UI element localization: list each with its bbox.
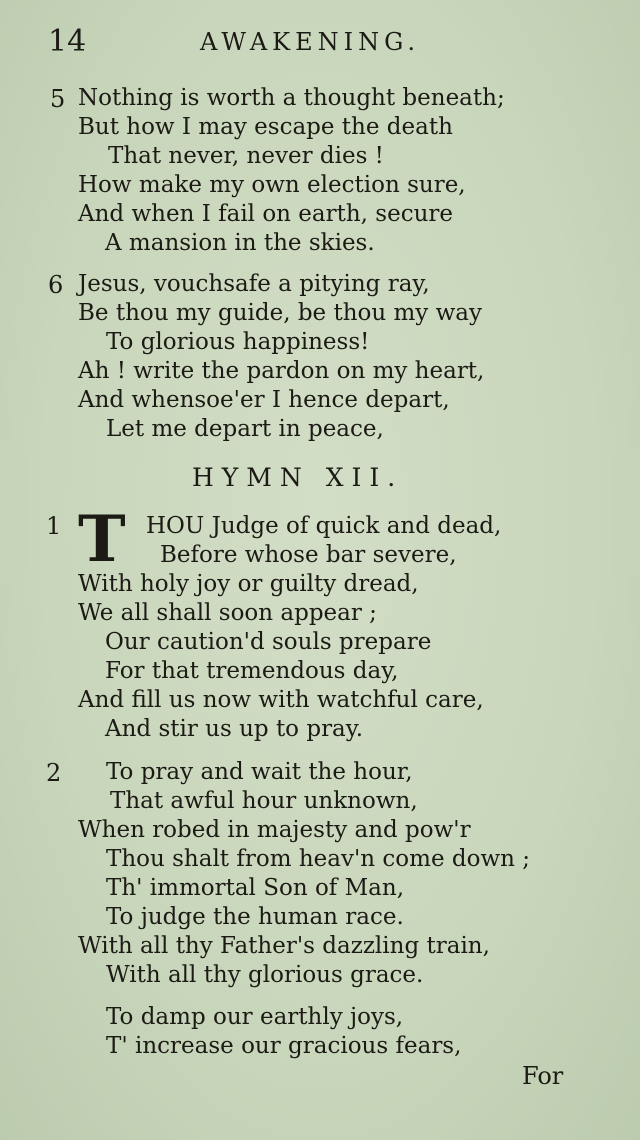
verse-line: We all shall soon appear ;: [78, 600, 377, 626]
verse-line: That never, never dies !: [108, 143, 384, 169]
verse-line: HOU Judge of quick and dead,: [146, 513, 502, 539]
verse-line: Be thou my guide, be thou my way: [78, 300, 482, 326]
verse-line: Nothing is worth a thought beneath;: [78, 85, 505, 111]
verse-line: With all thy Father's dazzling train,: [78, 933, 490, 959]
verse-line: But how I may escape the death: [78, 114, 453, 140]
verse-line: And stir us up to pray.: [105, 716, 364, 742]
drop-cap: T: [78, 502, 126, 577]
stanza-number: 5: [50, 85, 66, 113]
page-number: 14: [48, 24, 87, 59]
stanza-number: 1: [46, 512, 62, 540]
verse-line: To judge the human race.: [106, 904, 404, 930]
running-head: AWAKENING.: [200, 28, 421, 56]
verse-line: With holy joy or guilty dread,: [78, 571, 419, 597]
verse-line: With all thy glorious grace.: [106, 962, 424, 988]
verse-line: Thou shalt from heav'n come down ;: [106, 846, 531, 872]
verse-line: How make my own election sure,: [78, 172, 466, 198]
verse-line: Let me depart in peace,: [106, 416, 384, 442]
verse-line: Th' immortal Son of Man,: [106, 875, 405, 901]
verse-line: And whensoe'er I hence depart,: [78, 387, 450, 413]
stanza-number: 2: [46, 759, 62, 787]
verse-line: To pray and wait the hour,: [106, 759, 413, 785]
verse-line: A mansion in the skies.: [105, 230, 375, 256]
verse-line: Before whose bar severe,: [160, 542, 457, 568]
verse-line: Our caution'd souls prepare: [105, 629, 432, 655]
verse-line: And when I fail on earth, secure: [78, 201, 454, 227]
stanza-number: 6: [48, 271, 64, 299]
verse-line: To glorious happiness!: [106, 329, 370, 355]
hymn-title: HYMN XII.: [192, 463, 404, 492]
verse-line: That awful hour unknown,: [110, 788, 418, 814]
verse-line: T' increase our gracious fears,: [106, 1033, 462, 1059]
verse-line: To damp our earthly joys,: [106, 1004, 404, 1030]
verse-line: Jesus, vouchsafe a pitying ray,: [78, 271, 430, 297]
verse-line: When robed in majesty and pow'r: [78, 817, 471, 843]
verse-line: For that tremendous day,: [105, 658, 399, 684]
verse-line: Ah ! write the pardon on my heart,: [78, 358, 485, 384]
catchword: For: [522, 1062, 564, 1090]
verse-line: And fill us now with watchful care,: [78, 687, 484, 713]
